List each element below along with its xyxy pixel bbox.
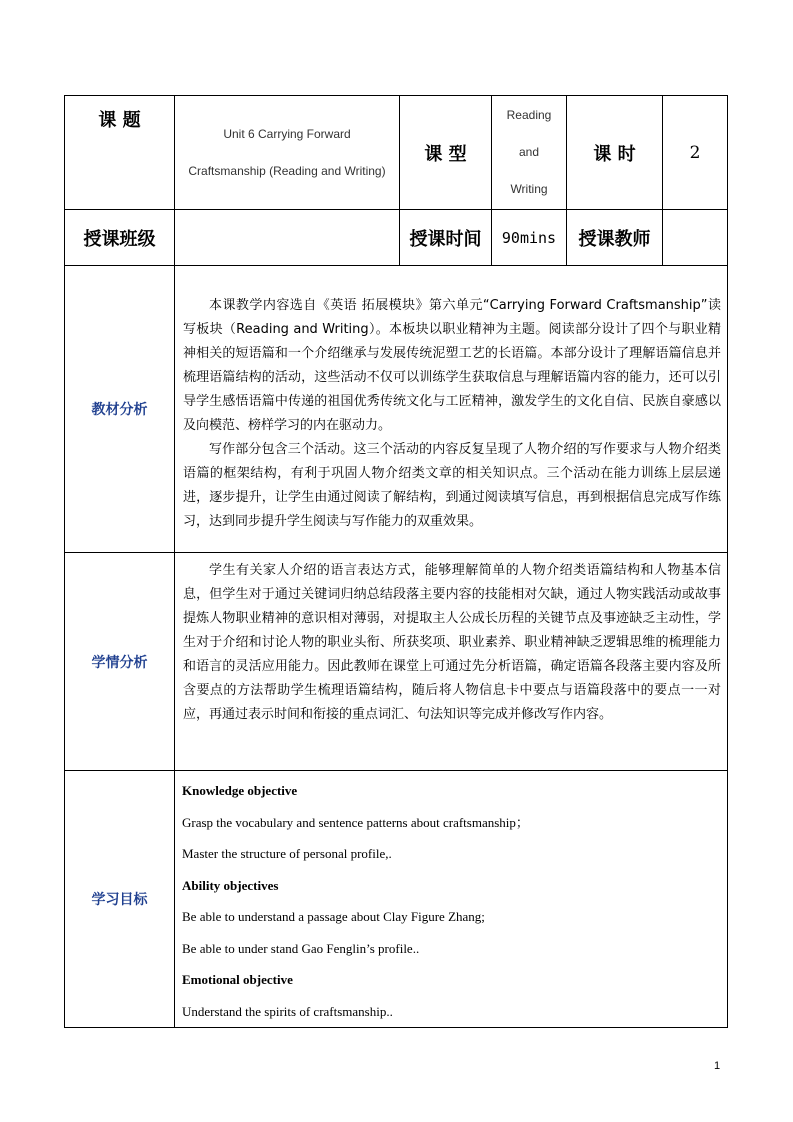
ability-objectives-title: Ability objectives bbox=[182, 877, 279, 893]
textbook-analysis-label: 教材分析 bbox=[65, 266, 175, 553]
student-paragraph-1: 学生有关家人介绍的语言表达方式，能够理解简单的人物介绍类语篇结构和人物基本信息，但学生对于通过关键词归纳总结段落主要内容的技能相对欠缺，通过人物实践活动或故事提炼人物职业精神的意识相对薄弱，对提取主人公成长历程的关键节点及事迹缺乏主动性，学生对于介绍和讨论人物的职业头衔、所获奖项、职业素养、职业精神缺乏逻辑思维的梳理能力和语言的灵活应用能力。因此教师在课堂上可通过先分析语篇，确定语篇各段落主要内容及所含要点的方法帮助学生梳理语篇结构，随后将人物信息卡中要点与语篇段落中的要点一一对应，再通过表示时间和衔接的重点词汇、句法知识等完成并修改写作内容。 bbox=[183, 563, 721, 722]
ability-objective-1: Be able to understand a passage about Clay Figure Zhang; bbox=[182, 909, 485, 924]
student-analysis-content bbox=[175, 553, 728, 771]
learning-objectives-content bbox=[175, 771, 728, 1028]
type-line1: Reading bbox=[506, 108, 552, 122]
topic-line2: Craftsmanship (Reading and Writing) bbox=[188, 163, 386, 178]
students-row bbox=[65, 553, 728, 771]
textbook-paragraph-1: 本课教学内容选自《英语 拓展模块》第六单元“Carrying Forward Craftsmanship”读写板块（Reading and Writing）。本板块以职业精神为主题。阅读部分设计了四个与职业精神相关的短语篇和一个介绍继承与发展传统泥塑工艺的长语篇。本部分设计了理解语篇信息并梳理语篇结构的活动，这些活动不仅可以训练学生获取信息与理解语篇内容的能力，还可以引导学生感悟语篇中传递的祖国优秀传统文化与工匠精神，激发学生的文化自信、民族自豪感以及向模范、榜样学习的内在驱动力。 bbox=[183, 298, 721, 433]
topic-value bbox=[175, 96, 400, 210]
textbook-paragraph-2: 写作部分包含三个活动。这三个活动的内容反复呈现了人物介绍的写作要求与人物介绍类语篇的框架结构，有利于巩固人物介绍类文章的相关知识点。三个活动在能力训练上层层递进，逐步提升，让学生由通过阅读了解结构，到通过阅读填写信息，再到根据信息完成写作练习，达到同步提升学生阅读与写作能力的双重效果。 bbox=[183, 442, 721, 529]
type-line2: and bbox=[518, 145, 540, 159]
class-row bbox=[65, 210, 728, 266]
teacher-value bbox=[663, 210, 728, 266]
time-label: 授课时间 bbox=[400, 210, 492, 266]
knowledge-objective-title: Knowledge objective bbox=[182, 783, 298, 798]
student-analysis-label: 学情分析 bbox=[65, 553, 175, 771]
textbook-analysis-content bbox=[175, 266, 728, 553]
emotional-objective-1: Understand the spirits of craftsmanship.. bbox=[182, 1003, 393, 1019]
class-value bbox=[175, 210, 400, 266]
topic-label: 课 题 bbox=[65, 96, 175, 210]
page-number: 1 bbox=[714, 1060, 721, 1072]
hours-value: 2 bbox=[663, 96, 728, 210]
lesson-plan-table bbox=[64, 95, 728, 1028]
emotional-objective-title: Emotional objective bbox=[182, 972, 293, 987]
type-label: 课 型 bbox=[400, 96, 492, 210]
type-value bbox=[492, 96, 567, 210]
knowledge-objective-2: Master the structure of personal profile,. bbox=[182, 846, 392, 861]
time-value: 90mins bbox=[492, 210, 567, 266]
ability-objective-2: Be able to under stand Gao Fenglin’s profile.. bbox=[182, 940, 420, 956]
class-label: 授课班级 bbox=[65, 210, 175, 266]
knowledge-objective-1: Grasp the vocabulary and sentence patterns about craftsmanship； bbox=[182, 814, 529, 830]
objectives-row bbox=[65, 771, 728, 1028]
topic-row bbox=[65, 96, 728, 210]
learning-objectives-label: 学习目标 bbox=[65, 771, 175, 1028]
topic-line1: Unit 6 Carrying Forward bbox=[223, 126, 351, 141]
type-line3: Writing bbox=[510, 182, 548, 196]
hours-label: 课 时 bbox=[567, 96, 663, 210]
teacher-label: 授课教师 bbox=[567, 210, 663, 266]
textbook-row bbox=[65, 266, 728, 553]
